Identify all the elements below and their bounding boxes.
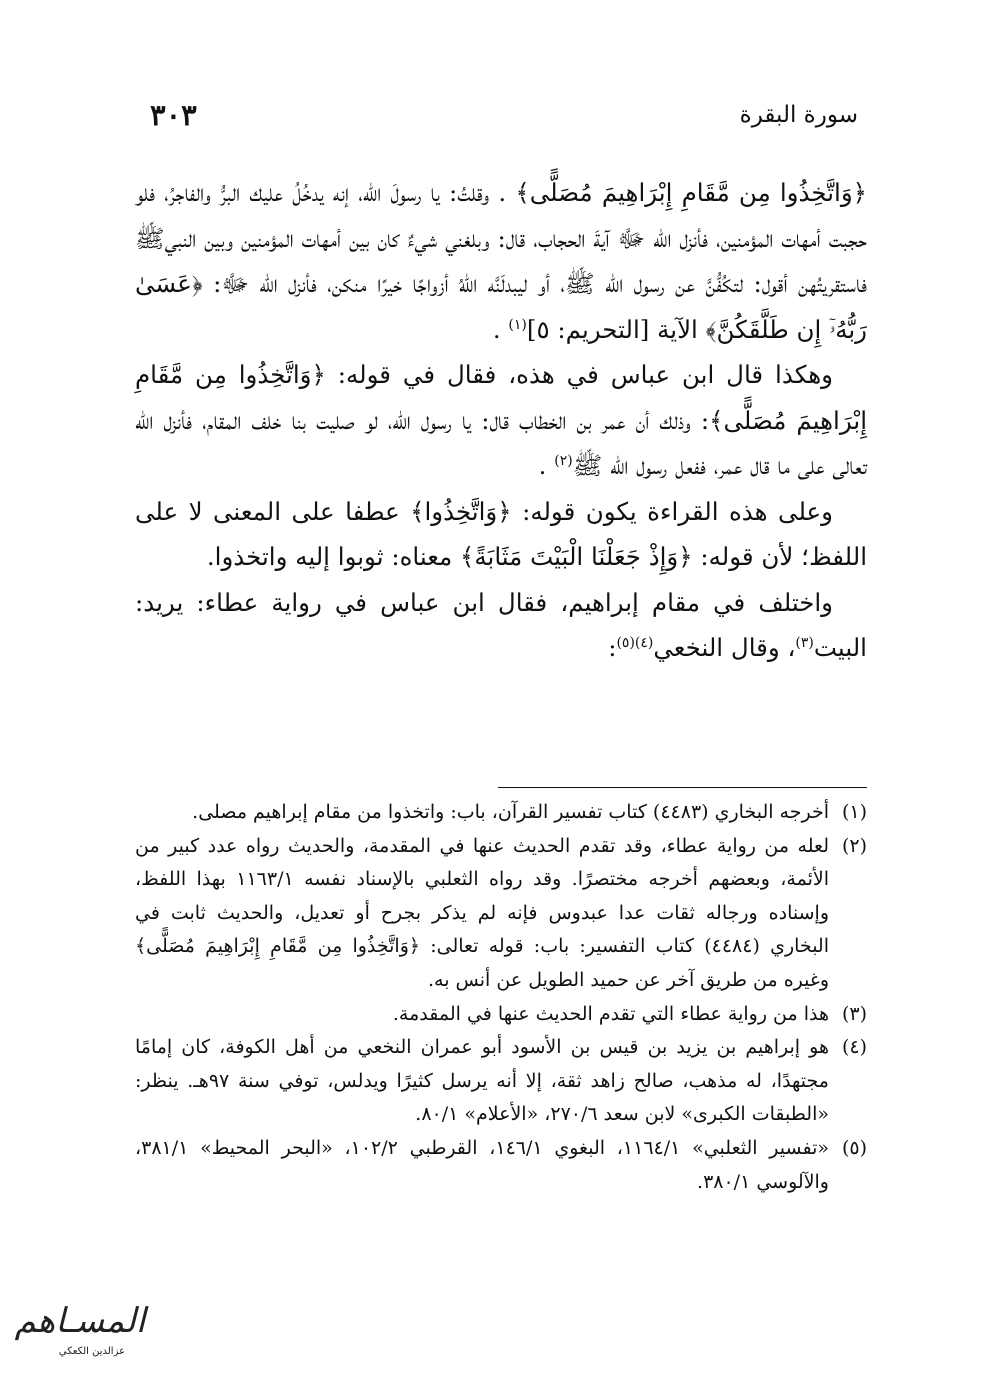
quran-quote: ﴿عَسَىٰ رَبُّهُۥٓ إِن طَلَّقَكُنَّ﴾ [135,269,867,344]
footnote-ref: (٣) [795,634,814,651]
footnote-number: (٥) [841,1136,867,1159]
footnote [135,1132,867,1199]
footnote-text: «تفسير الثعلبي» ١١٦٤/١، البغوي ١٤٦/١، القرطبي ١٠٢/٢، «البحر المحيط» ٣٨١/١، والآلوسي ٣٨٠/١. [135,1136,829,1193]
main-text [135,170,867,671]
logo-subtext: عزالدين الكعكي [58,1346,126,1357]
footnote-ref: (١) [508,316,527,333]
logo-text: المسـاهم [14,1301,146,1341]
paragraph [135,489,867,580]
footnote-number: (١) [841,801,867,823]
text-run: عطفا على المعنى لا على اللفظ؛ لأن قوله: [135,496,867,571]
surah-title: سورة البقرة [739,102,858,128]
paragraph [135,580,867,671]
text-run: . [538,451,555,480]
footnote [135,998,867,1032]
quran-quote: ﴿وَاتَّخِذُوا﴾ [410,496,512,526]
footnote [135,796,867,830]
footnote-number: (٢) [841,834,867,857]
footnote-text: هو إبراهيم بن يزيد بن قيس بن الأسود أبو عمران النخعي من أهل الكوفة، كان إمامًا مجتهدًا، له مذهب، صالح زاهد ثقة، إلا أنه يرسل كثيرًا ويدلس، توفي سنة ٩٧هـ. ينظر: «الطبقات الكبرى» لابن سعد ٢٧٠/٦، «الأعلام» ٨٠/١. [135,1036,829,1126]
footnote-text: لعله من رواية عطاء، وقد تقدم الحديث عنها في المقدمة، والحديث رواه عدد كبير من الأئمة، وبعضهم أخرجه مختصرًا. وقد رواه الثعلبي بالإسناد نفسه ١١٦٣/١ بهذا اللفظ، وإسناده ورجاله ثقات عدا عبدوس فإنه لم يذكر بجرح أو تعديل، والحديث ثابت في البخاري (٤٤٨٤) كتاب التفسير: باب: قوله تعالى: ﴿وَاتَّخِذُوا مِن مَّقَامِ إِبْرَاهِيمَ مُصَلًّى﴾ وغيره من طريق آخر عن حميد الطويل عن أنس به. [135,834,829,991]
footnote-number: (٤) [841,1036,867,1059]
footnote-text: أخرجه البخاري (٤٤٨٣) كتاب تفسير القرآن، باب: واتخذوا من مقام إبراهيم مصلى. [192,801,829,823]
text-run: معناه: ثوبوا إليه واتخذوا. [206,542,461,571]
text-run: : وذلك أن عمر بن الخطاب قال: يا رسول الله، لو صليت بنا خلف المقام، فأنزل الله تعالى على ما قال عمر، ففعل رسول الله ﷺ [135,405,867,480]
quran-quote: ﴿وَاتَّخِذُوا مِن مَّقَامِ إِبْرَاهِيمَ مُصَلًّى﴾ [135,360,867,435]
footnote-ref: (٤)(٥) [616,634,654,651]
paragraph [135,352,867,489]
paragraph [135,170,867,352]
text-run: الآية [التحريم: ٥] [526,314,706,344]
text-run: . وقلتُ: يا رسولَ الله، إنه يدخُلُ عليك البرُّ والفاجرُ، فلو حجبت أمهات المؤمنين، فأنزل الله ﷻ آيةَ الحجاب، قال: وبلغني شيءٌ كان بين أمهات المؤمنين وبين النبيﷺ فاستقريتُهن أقول: لتكُفُّنَّ عن رسول الله ﷺ، أو ليبدلَنَّه اللهُ أزواجًا خيرًا منكن، فأنزل الله ﷻ: [135,178,867,298]
footnote [135,1031,867,1132]
text-run: : [608,633,617,662]
footnote-number: (٣) [841,1002,867,1025]
footnote-text: هذا من رواية عطاء التي تقدم الحديث عنها في المقدمة. [392,1002,829,1025]
text-run: وعلى هذه القراءة يكون قوله: [511,496,834,526]
text-run: ، وقال النخعي [653,633,796,662]
page-header [150,96,858,146]
quran-quote: ﴿وَاتَّخِذُوا مِن مَّقَامِ إِبْرَاهِيمَ مُصَلًّى﴾ [515,178,868,207]
text-run: وهكذا قال ابن عباس في هذه، فقال في قوله: [325,360,833,389]
page-number: ٣٠٣ [150,98,197,132]
footnotes [135,796,867,1199]
text-run: . [492,314,509,344]
footnote [135,830,867,998]
footnote-separator [498,787,867,788]
text-run: واختلف في مقام إبراهيم، فقال ابن عباس في رواية عطاء: يريد: البيت [135,587,867,662]
publisher-logo [6,1296,154,1360]
quran-quote: ﴿وَإِذْ جَعَلْنَا الْبَيْتَ مَثَابَةً﴾ [460,542,693,571]
footnote-ref: (٢) [554,452,573,469]
